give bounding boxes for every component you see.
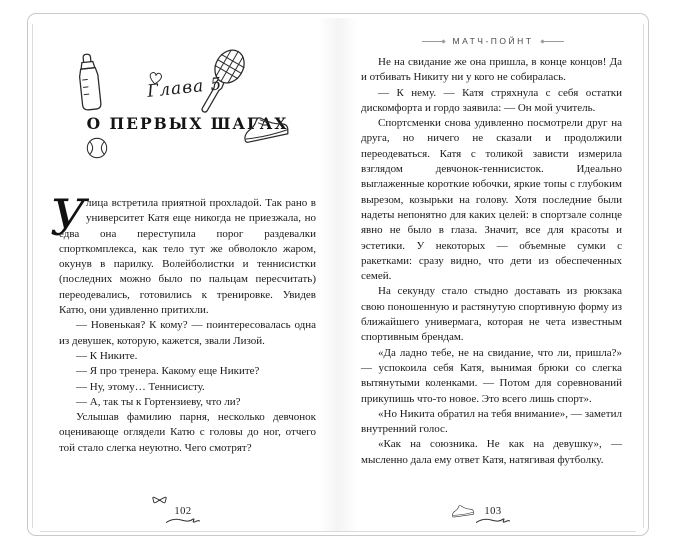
drop-cap: У: [50, 189, 87, 247]
shaker-bottle-icon: [68, 48, 112, 118]
chapter-number-label: Глава 5: [146, 74, 224, 102]
pages-container: [28, 14, 648, 535]
dialogue-line: — К Никите.: [76, 349, 138, 362]
dialogue-line: — Я про тренера. Какому еще Никите?: [76, 365, 260, 378]
small-sneaker-icon: [450, 500, 476, 521]
opening-paragraph-text: лица встретила приятной прохладой. Так рано в университет Катя еще никогда не приезжала, но едва она переступила порог раздевалки спорткомплекса, как тело тут же обволокло жаром, окунув в парилку. Волейболистки и теннисистки (последних можно было по пальцам пересчитать) переодевались, готовились к тренировке. Увидев Катю, они удивленно притихли.: [59, 197, 316, 317]
right-page-text: [361, 55, 622, 468]
header-flourish-right-icon: [542, 41, 564, 42]
left-page: [28, 14, 338, 535]
header-flourish-left-icon: [422, 41, 444, 42]
bow-icon: [151, 495, 168, 505]
inner-monologue-paragraph: «Как на союзника. Не как на девушку», — мысленно дала ему ответ Катя, натягивая футболку.: [361, 438, 622, 466]
opening-paragraph: [50, 189, 316, 318]
dialogue-line: — А, так ты к Гортензиеву, что ли?: [76, 395, 241, 408]
tennis-ball-icon: [85, 136, 109, 160]
page-number-area: [338, 506, 648, 526]
running-header: [338, 36, 648, 46]
page-number-area: [28, 506, 338, 526]
page-number: 103: [484, 506, 502, 517]
left-page-text: [50, 189, 316, 456]
inner-monologue-paragraph: «Да ладно тебе, не на свидание, что ли, пришла?» — успокоила себя Катя, вынимая брюки со слегка вытянутыми коленками. — Потом для соревнований прикупишь что-то новое. Это всего лишь спорт».: [361, 346, 622, 405]
inner-monologue-paragraph: «Но Никита обратил на тебя внимание», — заметил внутренний голос.: [361, 407, 622, 436]
narrative-paragraph: Спортсменки снова удивленно посмотрели друг на друга, но ничего не сказали и продолжили переодеваться. Катя с толикой зависти измерила взглядом девчонок-теннисисток. Идеально выглаженные короткие юбочки, яркие топы с глубоким вырезом, козырьки на голову. Хотя последние были надеты непонятно для каких целей: в спортзале солнце явно не было в глаза. Значит, все для красоты и эстетики. У некоторых — объемные сумки с ракетками: сразу видно, что дети из обеспеченных семей.: [361, 117, 622, 283]
page-number: 102: [174, 506, 192, 517]
running-header-title: МАТЧ-ПОЙНТ: [452, 36, 534, 46]
dialogue-line: — Ну, этому… Теннисисту.: [76, 380, 205, 393]
chapter-title: О ПЕРВЫХ ШАГАХ: [86, 114, 289, 133]
narrative-paragraph: На секунду стало стыдно доставать из рюкзака свою поношенную и растянутую спортивную форму из ближайшего универмага, которая не чета известным спортивным брендам.: [361, 285, 622, 344]
chapter-header: [59, 14, 316, 186]
tennis-racket-icon: [191, 44, 249, 122]
dialogue-line: — К нему. — Катя стряхнула с себя остатки дискомфорта и гордо заявила: — Он мой учитель.: [361, 86, 622, 114]
right-page: [338, 14, 648, 535]
narrative-paragraph: Услышав фамилию парня, несколько девчонок оценивающе оглядели Катю с головы до ног, отчего той стало слегка неуютно. Чего смотрят?: [59, 411, 316, 454]
narrative-paragraph: Не на свидание же она пришла, в конце концов! Да и отбивать Никиту ни у кого не собиралась.: [361, 56, 622, 84]
dialogue-line: — Новенькая? К кому? — поинтересовалась одна из девушек, которую, кажется, звали Лизой.: [59, 319, 316, 347]
book-spread: [27, 13, 649, 536]
